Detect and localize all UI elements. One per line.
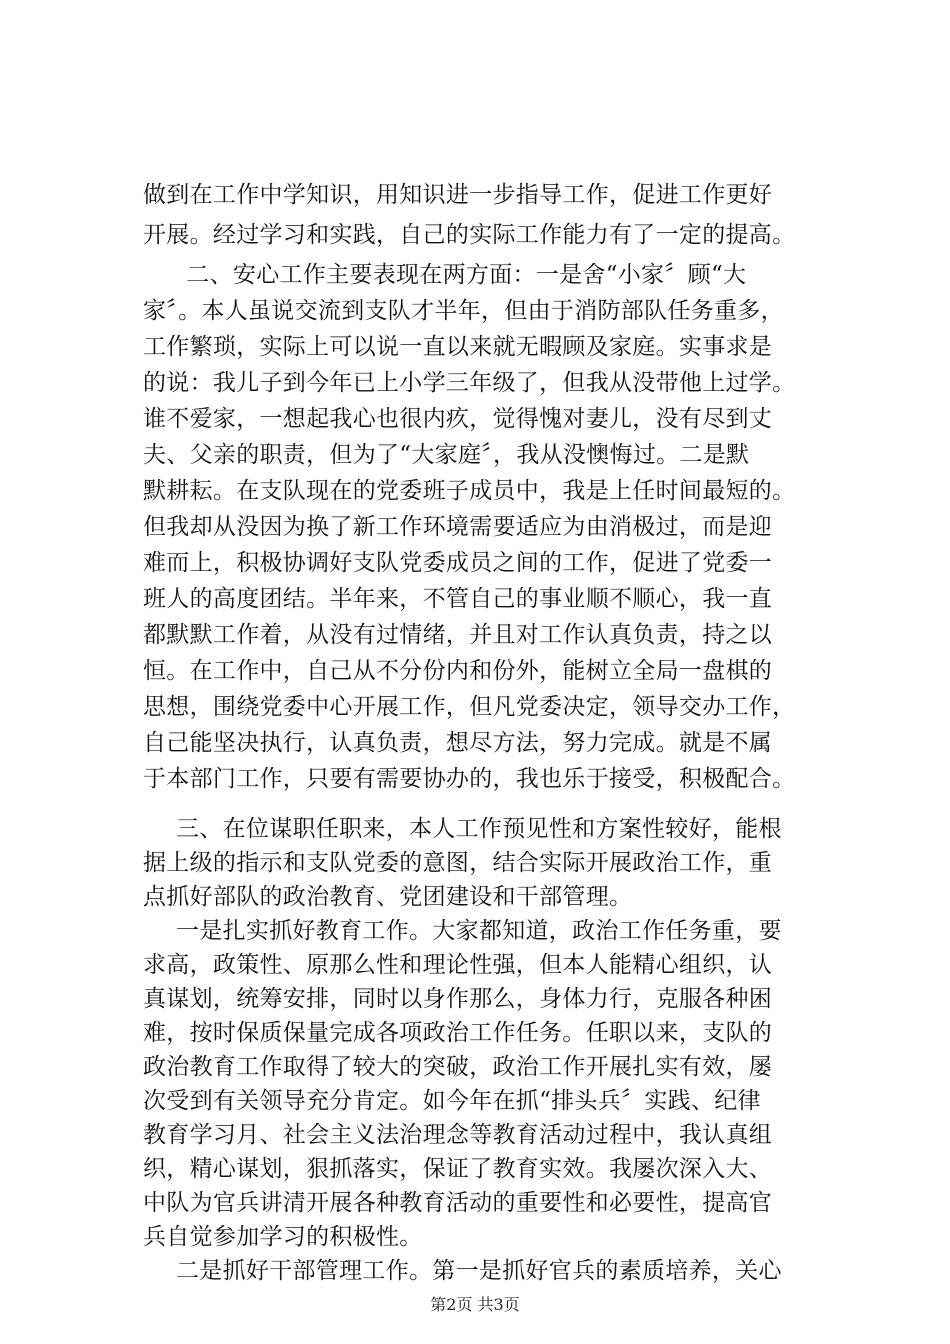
text-line: 自己能坚决执行，认真负责，想尽方法，努力完成。就是不属 bbox=[143, 730, 773, 756]
text-line: 三、在位谋职任职来，本人工作预见性和方案性较好，能根 bbox=[176, 816, 782, 842]
text-line: 政治教育工作取得了较大的突破，政治工作开展扎实有效，屡 bbox=[143, 1054, 773, 1080]
text-line: 做到在工作中学知识，用知识进一步指导工作，促进工作更好 bbox=[143, 182, 773, 208]
text-line: 据上级的指示和支队党委的意图，结合实际开展政治工作，重 bbox=[143, 850, 773, 876]
text-line: 于本部门工作，只要有需要协办的，我也乐于接受，积极配合。 bbox=[143, 766, 796, 792]
page-number-footer: 第2页 共3页 bbox=[430, 1295, 520, 1314]
text-line: 二是抓好干部管理工作。第一是抓好官兵的素质培养，关心 bbox=[176, 1258, 782, 1284]
text-line: 的说：我儿子到今年已上小学三年级了，但我从没带他上过学。 bbox=[143, 370, 796, 396]
text-line: 难，按时保质保量完成各项政治工作任务。任职以来，支队的 bbox=[143, 1020, 773, 1046]
text-line: 工作繁琐，实际上可以说一直以来就无暇顾及家庭。实事求是 bbox=[143, 334, 773, 360]
text-line: 求高，政策性、原那么性和理论性强，但本人能精心组织，认 bbox=[143, 952, 773, 978]
text-line: 思想，围绕党委中心开展工作，但凡党委决定，领导交办工作， bbox=[143, 694, 796, 720]
text-line: 兵自觉参加学习的积极性。 bbox=[143, 1224, 423, 1250]
text-line: 都默默工作着，从没有过情绪，并且对工作认真负责，持之以 bbox=[143, 622, 773, 648]
text-line: 默耕耘。在支队现在的党委班子成员中，我是上任时间最短的。 bbox=[143, 478, 796, 504]
text-line: 难而上，积极协调好支队党委成员之间的工作，促进了党委一 bbox=[143, 550, 773, 576]
text-line: 但我却从没因为换了新工作环境需要适应为由消极过，而是迎 bbox=[143, 514, 773, 540]
text-line: 夫、父亲的职责，但为了“大家庭〞，我从没懊悔过。二是默 bbox=[143, 442, 750, 468]
text-line: 二、安心工作主要表现在两方面：一是舍“小家〞顾“大 bbox=[163, 262, 747, 288]
text-line: 织，精心谋划，狠抓落实，保证了教育实效。我屡次深入大、 bbox=[143, 1156, 773, 1182]
text-line: 中队为官兵讲清开展各种教育活动的重要性和必要性，提高官 bbox=[143, 1190, 773, 1216]
text-line: 恒。在工作中，自己从不分份内和份外，能树立全局一盘棋的 bbox=[143, 658, 773, 684]
text-line: 点抓好部队的政治教育、党团建设和干部管理。 bbox=[143, 884, 633, 910]
text-line: 次受到有关领导充分肯定。如今年在抓“排头兵〞实践、纪律 bbox=[143, 1088, 761, 1114]
text-line: 家〞。本人虽说交流到支队才半年，但由于消防部队任务重多， bbox=[143, 298, 784, 324]
text-line: 真谋划，统筹安排，同时以身作那么，身体力行，克服各种困 bbox=[143, 986, 773, 1012]
text-line: 班人的高度团结。半年来，不管自己的事业顺不顺心，我一直 bbox=[143, 586, 773, 612]
text-line: 开展。经过学习和实践，自己的实际工作能力有了一定的提高。 bbox=[143, 222, 796, 248]
text-line: 谁不爱家，一想起我心也很内疚，觉得愧对妻儿，没有尽到丈 bbox=[143, 406, 773, 432]
text-line: 一是扎实抓好教育工作。大家都知道，政治工作任务重，要 bbox=[176, 918, 782, 944]
text-line: 教育学习月、社会主义法治理念等教育活动过程中，我认真组 bbox=[143, 1122, 773, 1148]
